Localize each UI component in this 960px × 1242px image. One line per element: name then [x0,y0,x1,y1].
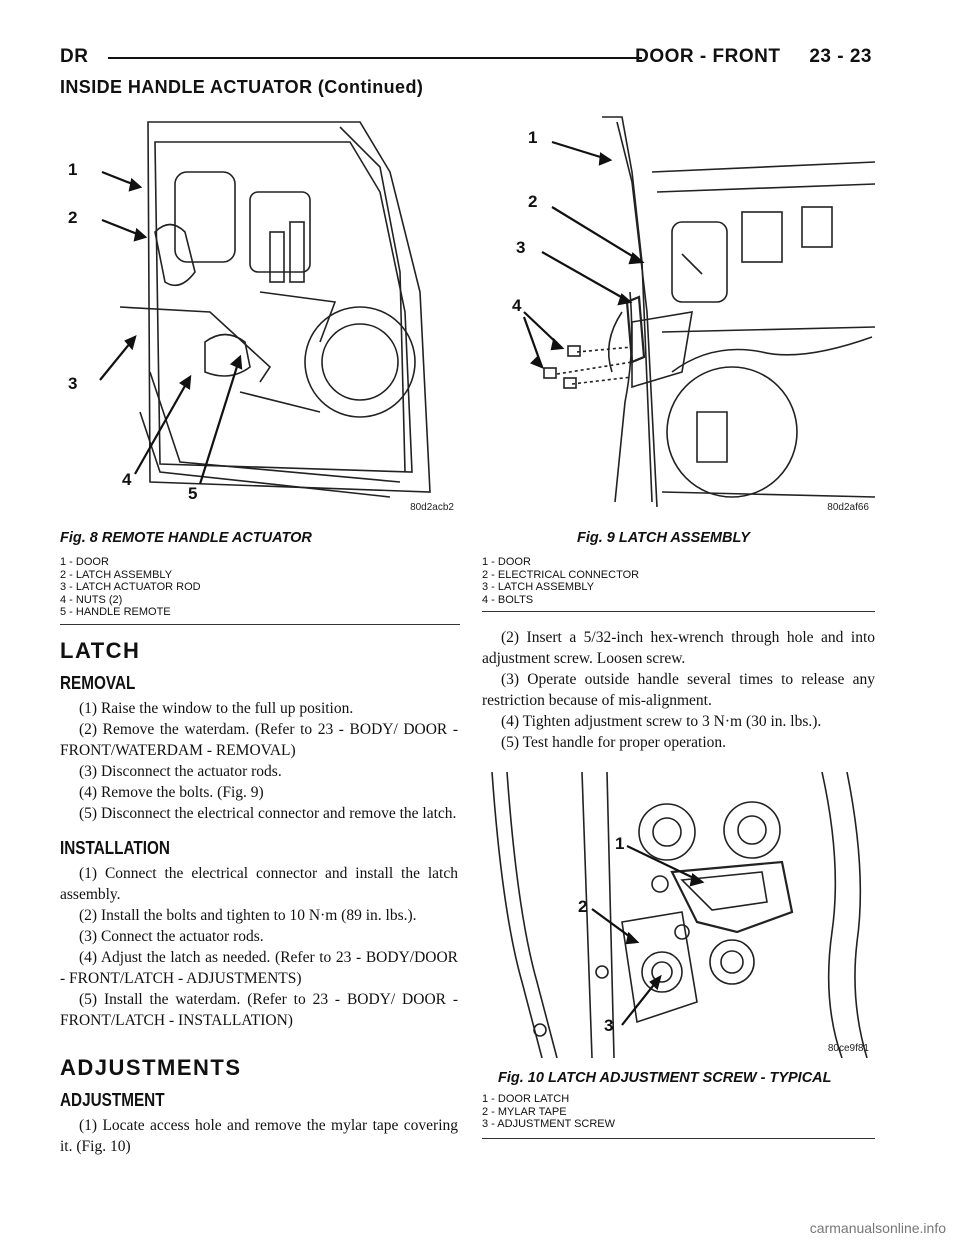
adjustments-heading: ADJUSTMENTS [60,1055,242,1080]
adjustment-step: (2) Insert a 5/32-inch hex-wrench through hole and into adjustment screw. Loosen screw. [482,629,875,667]
installation-step: (5) Install the waterdam. (Refer to 23 - BODY/ DOOR - FRONT/LATCH - INSTALLATION) [60,991,458,1029]
fig10-legend-item: 2 - MYLAR TAPE [482,1105,567,1118]
fig8-legend-item: 5 - HANDLE REMOTE [60,606,171,618]
fig10-callout-2: 2 [578,897,588,916]
door-remote-handle-drawing [60,112,460,517]
continued-heading: INSIDE HANDLE ACTUATOR (Continued) [60,77,424,97]
fig8-illustration [60,112,460,517]
header-rule [108,57,642,59]
adjustment-step: (3) Operate outside handle several times to release any restriction because of mis-alignment. [482,671,875,709]
fig10-illustration [482,772,875,1058]
right-column-text [482,627,875,753]
fig8-callout-1: 1 [68,160,78,179]
fig9-callout-3: 3 [516,238,526,257]
fig9-caption-rule [482,611,875,612]
fig10-callout-1: 1 [615,834,625,853]
watermark-url: carmanualsonline.info [809,1220,946,1236]
installation-step: (1) Connect the electrical connector and install the latch assembly. [60,865,458,903]
fig10-legend [482,1093,615,1131]
header-page-title: DOOR - FRONT 23 - 23 [635,46,872,67]
fig9-callout-2: 2 [528,192,538,211]
fig8-legend-item: 1 - DOOR [60,556,109,568]
fig8-legend-item: 3 - LATCH ACTUATOR ROD [60,581,201,593]
fig8-legend-item: 4 - NUTS (2) [60,593,123,606]
removal-heading: REMOVAL [60,673,136,693]
fig8-callout-3: 3 [68,374,78,393]
installation-step: (3) Connect the actuator rods. [79,928,264,945]
removal-step: (2) Remove the waterdam. (Refer to 23 - BODY/ DOOR - FRONT/WATERDAM - REMOVAL) [60,721,458,759]
adjustment-step: (4) Tighten adjustment screw to 3 N·m (30 in. lbs.). [501,713,822,730]
latch-heading: LATCH [60,638,141,663]
removal-step: (3) Disconnect the actuator rods. [79,763,282,780]
fig9-legend-item: 4 - BOLTS [482,593,534,606]
fig9-callout-4: 4 [512,296,522,315]
fig8-caption-rule [60,624,460,625]
fig10-callout-3: 3 [604,1016,614,1035]
fig9-caption-title: Fig. 9 LATCH ASSEMBLY [577,530,750,546]
fig9-legend-item: 2 - ELECTRICAL CONNECTOR [482,568,640,581]
removal-step: (4) Remove the bolts. (Fig. 9) [79,784,264,801]
fig9-legend [482,556,639,606]
fig10-caption-rule [482,1138,875,1139]
fig8-legend-item: 2 - LATCH ASSEMBLY [60,568,173,581]
adjustment-step: (5) Test handle for proper operation. [501,734,727,751]
fig8-image-id: 80d2acb2 [410,502,454,513]
header-section-code: DR [60,46,89,67]
fig9-legend-item: 1 - DOOR [482,556,531,568]
fig8-legend [60,556,201,619]
fig9-illustration [482,112,875,517]
installation-step: (4) Adjust the latch as needed. (Refer to 23 - BODY/DOOR - FRONT/LATCH - ADJUSTMENTS) [60,949,458,987]
removal-step: (5) Disconnect the electrical connector and remove the latch. [79,805,457,822]
fig9-legend-item: 3 - LATCH ASSEMBLY [482,581,595,593]
fig10-legend-item: 3 - ADJUSTMENT SCREW [482,1118,616,1130]
fig9-callout-1: 1 [528,128,538,147]
adjustment-heading: ADJUSTMENT [60,1090,165,1110]
fig8-callout-5: 5 [188,484,198,503]
latch-adjustment-screw-drawing [482,772,875,1058]
installation-heading: INSTALLATION [60,838,170,858]
latch-assembly-drawing [482,112,875,517]
fig8-callout-2: 2 [68,208,78,227]
fig10-image-id: 80ce9f81 [827,1043,869,1054]
fig8-callout-4: 4 [122,470,132,489]
fig8-caption-title: Fig. 8 REMOTE HANDLE ACTUATOR [60,530,312,546]
fig9-image-id: 80d2af66 [827,502,869,513]
left-column-text [60,640,458,1157]
installation-step: (2) Install the bolts and tighten to 10 N·m (89 in. lbs.). [79,907,417,924]
removal-step: (1) Raise the window to the full up position. [79,700,354,717]
fig10-legend-item: 1 - DOOR LATCH [482,1093,570,1105]
fig10-caption-title: Fig. 10 LATCH ADJUSTMENT SCREW - TYPICAL [498,1070,832,1086]
adjustment-step: (1) Locate access hole and remove the mylar tape covering it. (Fig. 10) [60,1117,458,1155]
